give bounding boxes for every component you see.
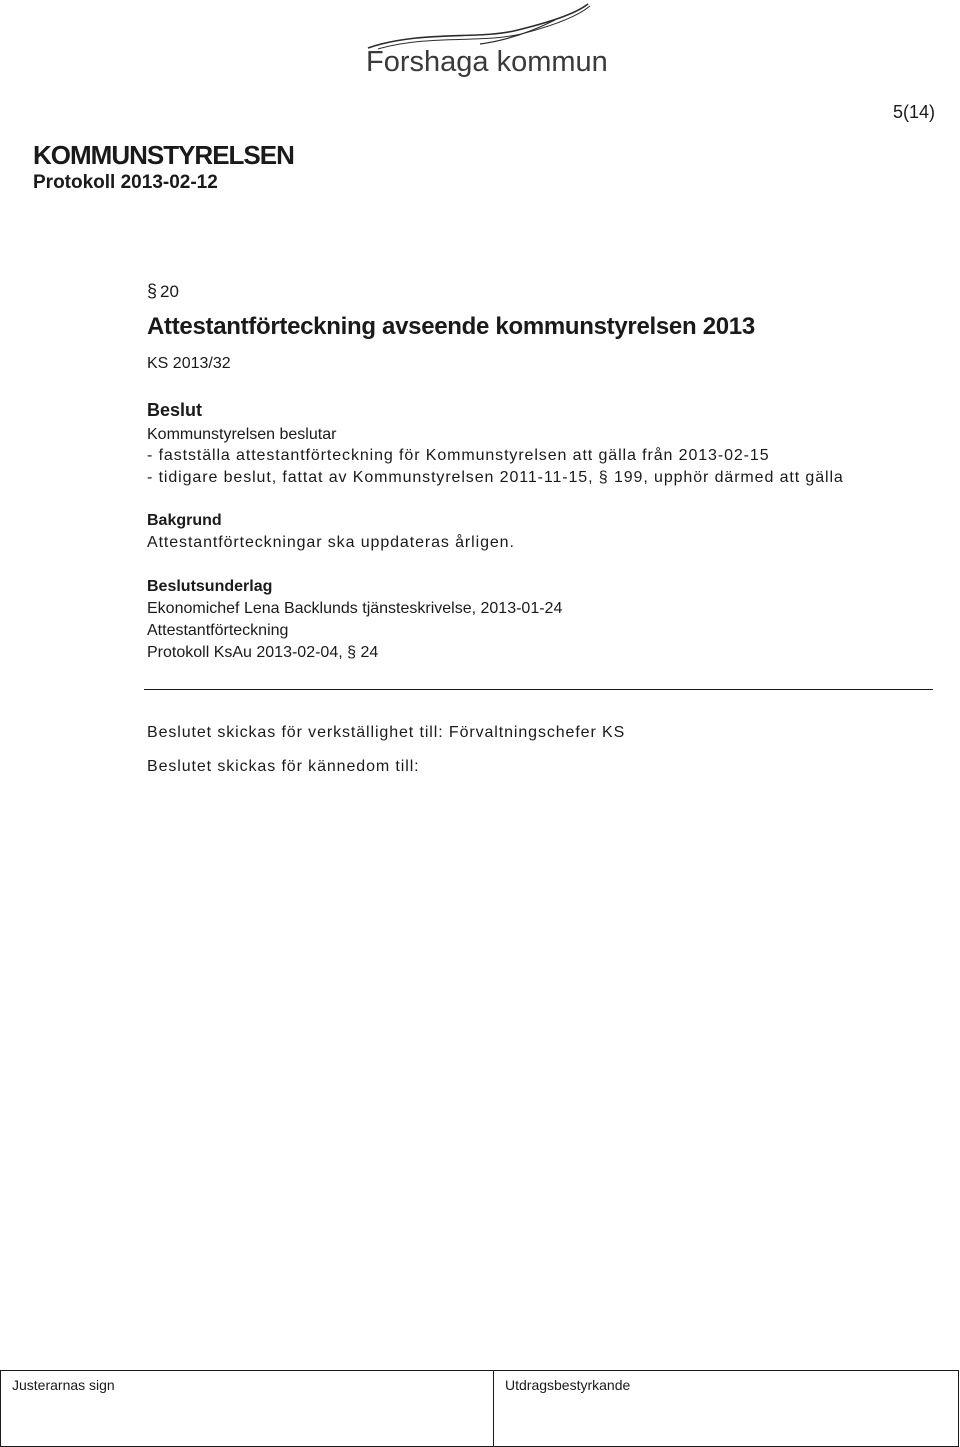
knowledge-recipients: Beslutet skickas för kännedom till: xyxy=(147,758,420,775)
signature-table xyxy=(0,1370,959,1447)
beslut-heading: Beslut xyxy=(147,400,203,420)
forshaga-kommun-logo xyxy=(360,0,610,84)
page-number: 5(14) xyxy=(892,102,935,122)
justerarnas-sign-cell xyxy=(1,1371,494,1446)
bakgrund-text: Attestantförteckningar ska uppdateras årligen. xyxy=(147,534,515,551)
section-number-value: 20 xyxy=(160,282,179,301)
section-title: Attestantförteckning avseende kommunstyrelsen 2013 xyxy=(147,313,755,340)
execution-recipients: Beslutet skickas för verkställighet till: Förvaltningschefer KS xyxy=(147,724,626,741)
organization-name: KOMMUNSTYRELSEN xyxy=(33,140,294,170)
case-number: KS 2013/32 xyxy=(147,355,231,372)
beslut-line: Kommunstyrelsen beslutar xyxy=(147,426,337,443)
beslutsunderlag-heading: Beslutsunderlag xyxy=(147,578,273,595)
utdragsbestyrkande-cell xyxy=(494,1371,958,1446)
section-number xyxy=(147,281,179,302)
paragraph-symbol: § xyxy=(147,281,158,301)
justerarnas-sign-label: Justerarnas sign xyxy=(12,1377,115,1393)
logo-swoosh-icon xyxy=(360,0,610,50)
logo-text: Forshaga kommun xyxy=(366,46,608,78)
beslut-line: - tidigare beslut, fattat av Kommunstyrelsen 2011-11-15, § 199, upphör därmed att gälla xyxy=(147,469,844,486)
beslutsunderlag-item: Attestantförteckning xyxy=(147,622,289,639)
bakgrund-heading: Bakgrund xyxy=(147,512,222,529)
beslutsunderlag-item: Ekonomichef Lena Backlunds tjänsteskrivelse, 2013-01-24 xyxy=(147,600,563,617)
section-divider xyxy=(144,689,933,690)
beslutsunderlag-item: Protokoll KsAu 2013-02-04, § 24 xyxy=(147,644,379,661)
beslut-line: - fastställa attestantförteckning för Kommunstyrelsen att gälla från 2013-02-15 xyxy=(147,447,770,464)
utdragsbestyrkande-label: Utdragsbestyrkande xyxy=(505,1377,631,1393)
protocol-date: Protokoll 2013-02-12 xyxy=(33,172,218,193)
